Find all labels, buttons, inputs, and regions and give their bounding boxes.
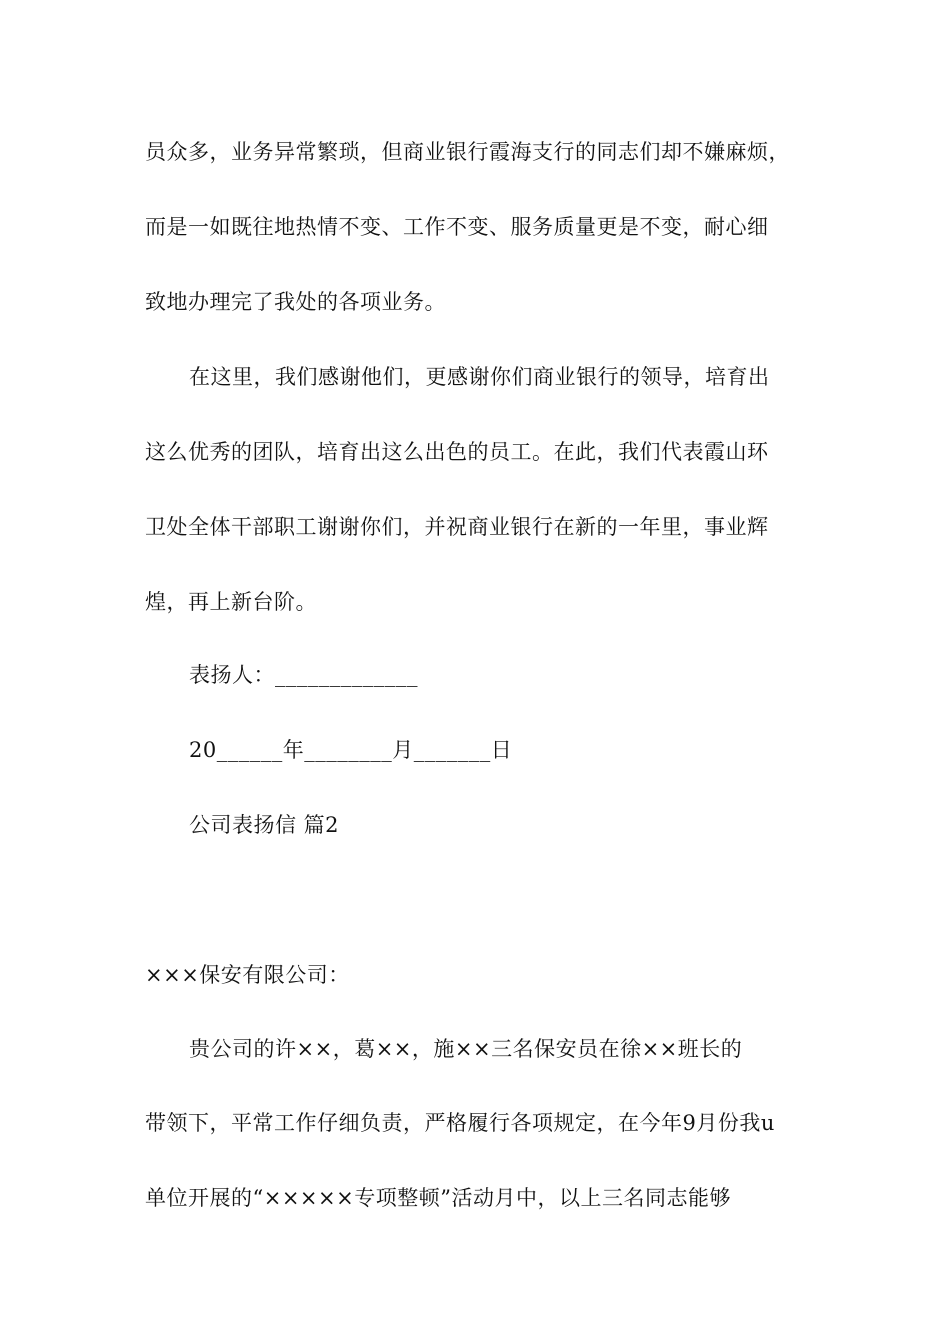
paragraph-line: 致地办理完了我处的各项业务。 <box>145 290 446 314</box>
paragraph-line: 煌，再上新台阶。 <box>145 590 317 614</box>
section-heading: 公司表扬信 篇2 <box>189 813 340 837</box>
paragraph-line: 而是一如既往地热情不变、工作不变、服务质量更是不变，耐心细 <box>145 215 769 239</box>
paragraph-line: 这么优秀的团队，培育出这么出色的员工。在此，我们代表霞山环 <box>145 440 769 464</box>
paragraph-line: 带领下，平常工作仔细负责，严格履行各项规定，在今年9月份我u <box>145 1111 775 1135</box>
paragraph-line: 卫处全体干部职工谢谢你们，并祝商业银行在新的一年里，事业辉 <box>145 515 769 539</box>
salutation: ×××保安有限公司： <box>145 963 350 987</box>
paragraph-line: 员众多，业务异常繁琐，但商业银行霞海支行的同志们却不嫌麻烦， <box>145 140 790 164</box>
paragraph-line: 贵公司的许××，葛××，施××三名保安员在徐××班长的 <box>189 1037 743 1061</box>
paragraph-line: 在这里，我们感谢他们，更感谢你们商业银行的领导，培育出 <box>189 365 770 389</box>
signatory-line: 表扬人：_____________ <box>189 663 418 687</box>
date-line: 20______年________月_______日 <box>189 738 513 762</box>
paragraph-line: 单位开展的“×××××专项整顿”活动月中，以上三名同志能够 <box>145 1186 731 1210</box>
